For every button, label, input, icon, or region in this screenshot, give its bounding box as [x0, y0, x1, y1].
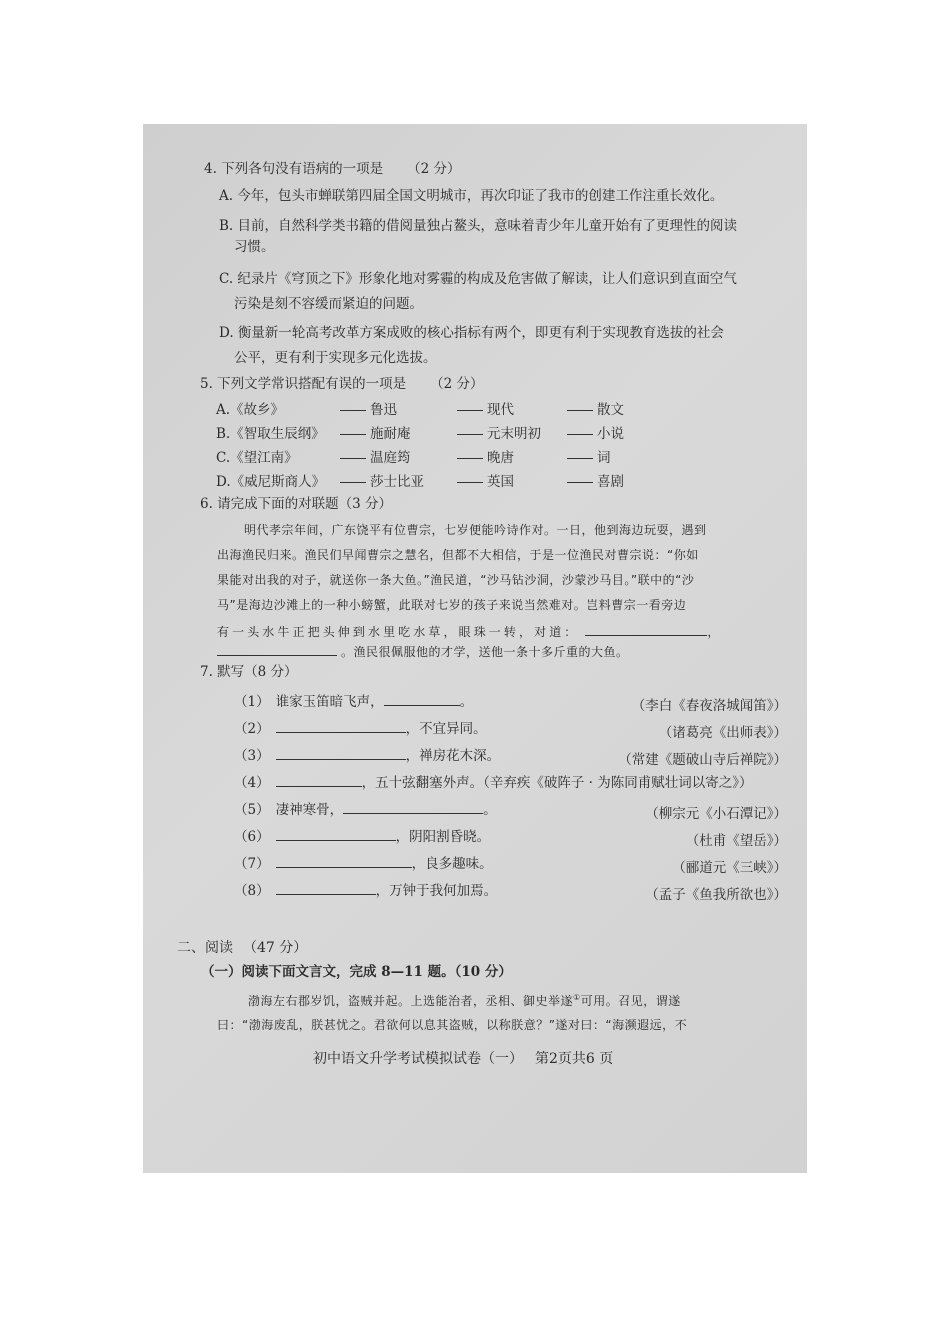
dash-separator [567, 458, 593, 459]
dash-separator [567, 410, 593, 411]
q7-item-source: （郦道元《三峡》） [672, 860, 787, 876]
q7-item [234, 802, 497, 818]
q7-item-number: （7） [234, 856, 270, 872]
q6-passage-line-2: 出海渔民归来。渔民们早闻曹宗之慧名，但都不大相信，于是一位渔民对曹宗说：“你如 [217, 548, 699, 562]
q7-item-number: （5） [234, 802, 270, 818]
q7-item-number: （3） [234, 748, 270, 764]
q5-cell: 温庭筠 [370, 450, 411, 466]
dash-separator [567, 482, 593, 483]
q7-item-source: （常建《题破山寺后禅院》） [618, 752, 787, 768]
q7-item-suffix: ，良多趣味。 [411, 856, 493, 872]
q5-cell: 施耐庵 [370, 426, 411, 442]
q7-item-source: （孟子《鱼我所欲也》） [645, 887, 787, 903]
dash-separator [340, 434, 366, 435]
dash-separator [457, 458, 483, 459]
exam-page-photo [143, 124, 807, 1173]
q7-stem: 7. 默写（8 分） [200, 664, 298, 680]
q5-cell: B.《智取生辰纲》 [216, 426, 325, 442]
q4-option-b-cont: 习惯。 [234, 239, 275, 255]
q5-cell: 喜剧 [597, 474, 624, 490]
q4-option-d: D. 衡量新一轮高考改革方案成败的核心指标有两个，即更有利于实现教育选拔的社会 [219, 325, 724, 341]
q7-item-prefix: 谁家玉笛暗飞声， [275, 694, 384, 710]
q5-option-row [216, 452, 636, 468]
q5-stem: 5. 下列文学常识搭配有误的一项是 （2 分） [200, 376, 484, 392]
q7-answer-blank[interactable] [276, 748, 406, 760]
q7-answer-blank[interactable] [276, 829, 396, 841]
q4-option-a: A. 今年，包头市蝉联第四届全国文明城市，再次印证了我市的创建工作注重长效化。 [219, 188, 724, 204]
q5-option-row [216, 428, 636, 444]
q5-cell: 小说 [597, 426, 624, 442]
q5-cell: 元末明初 [487, 426, 541, 442]
q7-item-suffix: ，五十弦翻塞外声。（辛弃疾《破阵子 · 为陈同甫赋壮词以寄之》） [361, 775, 753, 791]
q4-option-d-cont: 公平，更有利于实现多元化选拔。 [234, 350, 437, 366]
q7-item-source: （杜甫《望岳》） [685, 833, 787, 849]
section2-sub-instruction: （一）阅读下面文言文，完成 8—11 题。（10 分） [201, 964, 512, 980]
q7-item [234, 883, 497, 899]
q5-cell: D.《威尼斯商人》 [216, 474, 326, 490]
q7-answer-blank[interactable] [276, 775, 362, 787]
classical-text-line-2: 曰：“渤海废乱，朕甚忧之。君欲何以息其盗贼，以称朕意？”遂对曰：“海濒遐远，不 [217, 1018, 688, 1032]
dash-separator [457, 482, 483, 483]
q7-item [234, 775, 752, 791]
q7-answer-blank[interactable] [343, 802, 483, 814]
q7-item [234, 748, 500, 764]
q5-cell: 散文 [597, 402, 624, 418]
q7-item-suffix: ，不宜异同。 [405, 721, 487, 737]
q7-item [234, 829, 490, 845]
q5-option-row [216, 404, 636, 420]
q7-item [234, 721, 487, 737]
dash-separator [457, 434, 483, 435]
q7-item-number: （8） [234, 883, 270, 899]
q6-stem: 6. 请完成下面的对联题（3 分） [200, 496, 393, 512]
dash-separator [457, 410, 483, 411]
q6-answer-blank-1[interactable] [585, 624, 707, 636]
q7-item-suffix: ，禅房花木深。 [405, 748, 501, 764]
q7-item-number: （2） [234, 721, 270, 737]
q5-cell: 现代 [487, 402, 514, 418]
q7-item-suffix: 。 [459, 694, 474, 710]
q7-item-suffix: ，阴阳割昏晓。 [395, 829, 491, 845]
q7-answer-blank[interactable] [276, 721, 406, 733]
q5-cell: C.《望江南》 [216, 450, 298, 466]
q4-option-c: C. 纪录片《穹顶之下》形象化地对雾霾的构成及危害做了解读，让人们意识到直面空气 [219, 271, 737, 287]
q7-answer-blank[interactable] [276, 883, 376, 895]
q7-item-suffix: 。 [483, 802, 497, 818]
q5-cell: A.《故乡》 [216, 402, 285, 418]
page-footer: 初中语文升学考试模拟试卷（一） 第2页共6 页 [313, 1051, 614, 1067]
q7-answer-blank[interactable] [276, 856, 412, 868]
q5-option-row [216, 476, 636, 492]
q7-item-source: （诸葛亮《出师表》） [658, 725, 787, 741]
q6-passage-line-5: 有一头水牛正把头伸到水里吃水草，眼珠一转，对道： ， [217, 625, 720, 639]
q7-item-number: （6） [234, 829, 270, 845]
dash-separator [340, 458, 366, 459]
q5-cell: 词 [597, 450, 611, 466]
dash-separator [340, 482, 366, 483]
q7-item [234, 694, 473, 710]
q7-item-suffix: ，万钟于我何加焉。 [375, 883, 498, 899]
q6-passage-line-6: 。渔民很佩服他的才学，送他一条十多斤重的大鱼。 [217, 644, 629, 658]
q5-cell: 晚唐 [487, 450, 514, 466]
q6-passage-line-1: 明代孝宗年间，广东饶平有位曹宗，七岁便能吟诗作对。一日，他到海边玩耍，遇到 [244, 523, 707, 537]
q7-answer-blank[interactable] [384, 694, 460, 706]
q5-cell: 莎士比亚 [370, 474, 424, 490]
q7-item [234, 856, 493, 872]
q6-answer-blank-2[interactable] [217, 644, 337, 656]
q4-option-b: B. 目前，自然科学类书籍的借阅量独占鳌头，意味着青少年儿童开始有了更理性的阅读 [219, 218, 738, 234]
q7-item-number: （4） [234, 775, 270, 791]
q6-passage-line-4: 马”是海边沙滩上的一种小螃蟹，此联对七岁的孩子来说当然难对。岂料曹宗一看旁边 [217, 598, 687, 612]
q7-item-source: （李白《春夜洛城闻笛》） [631, 698, 787, 714]
q7-item-source: （柳宗元《小石潭记》） [645, 806, 787, 822]
dash-separator [567, 434, 593, 435]
q7-item-number: （1） [234, 694, 270, 710]
q7-item-prefix: 凄神寒骨， [275, 802, 344, 818]
q6-passage-line-3: 果能对出我的对子，就送你一条大鱼。”渔民道，“沙马钻沙洞，沙蒙沙马目。”联中的“沙 [217, 573, 695, 587]
dash-separator [340, 410, 366, 411]
q5-cell: 英国 [487, 474, 514, 490]
q4-option-c-cont: 污染是刻不容缓而紧迫的问题。 [234, 296, 423, 312]
q4-stem: 4. 下列各句没有语病的一项是 （2 分） [204, 161, 461, 177]
classical-text-line-1: 渤海左右郡岁饥，盗贼并起。上选能治者，丞相、御史举遂①可用。召见，谓遂 [248, 993, 681, 1008]
section2-title: 二、阅读 （47 分） [177, 940, 308, 956]
q5-cell: 鲁迅 [370, 402, 397, 418]
